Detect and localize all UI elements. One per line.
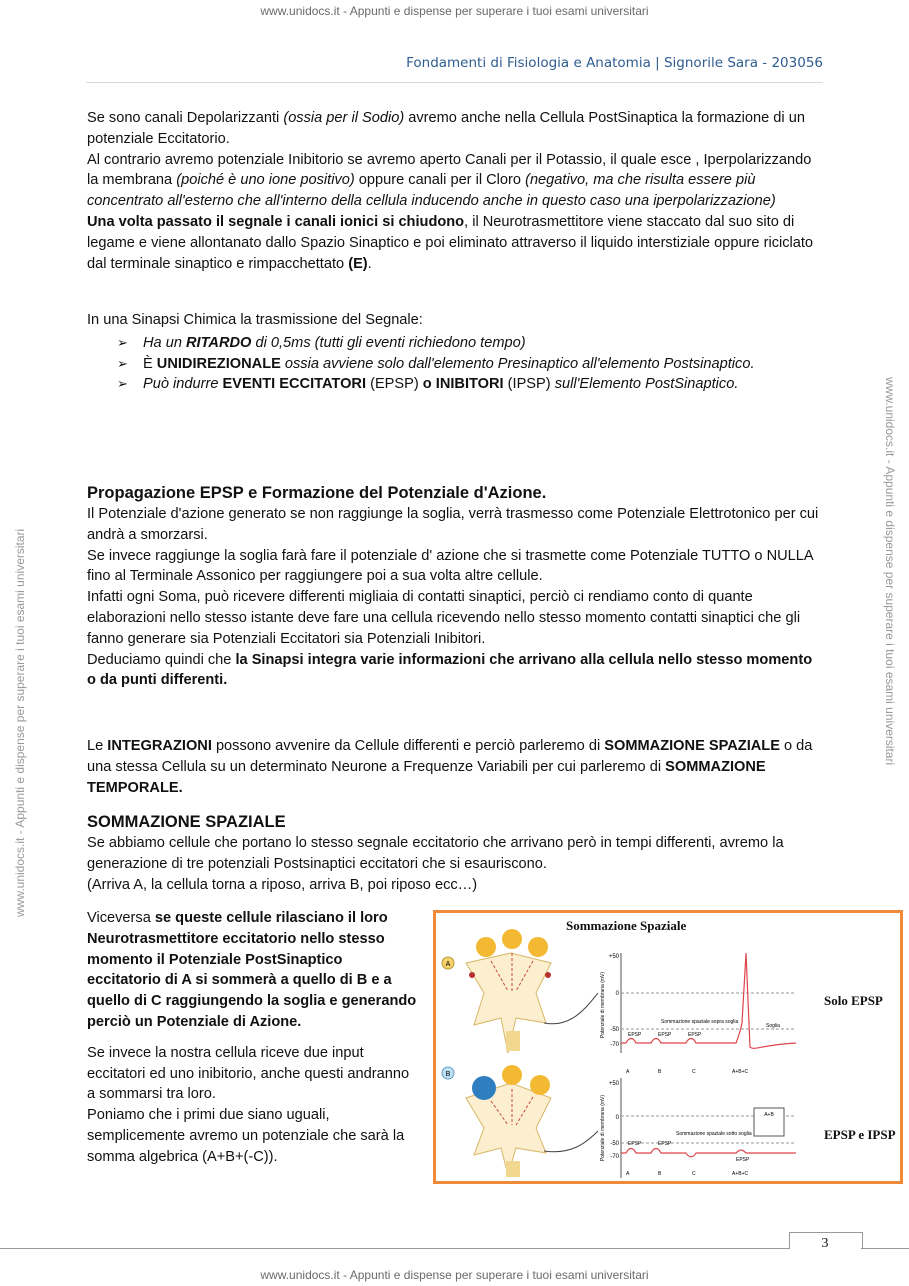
pointer-line (544, 993, 598, 1024)
text-span: o INIBITORI (422, 376, 504, 393)
header-divider (86, 82, 823, 83)
axon-hillock (506, 1161, 520, 1177)
graph-bottom (600, 1078, 796, 1178)
text-span: È (143, 355, 157, 372)
text-span: avremo anche nella Cellula PostSinaptica la formazione di un potenziale Eccitatorio. (87, 110, 805, 147)
heading-spatial: SOMMAZIONE SPAZIALE (87, 813, 286, 831)
section-integrations (87, 736, 822, 798)
tick-label: +50 (608, 1081, 619, 1087)
epsp-label: EPSP (628, 1141, 642, 1147)
page-header: Fondamenti di Fisiologia e Anatomia | Signorile Sara - 203056 (406, 55, 823, 71)
event-label: A (626, 1171, 630, 1177)
transmission-list (87, 333, 822, 395)
section-transmission (87, 310, 822, 395)
ipsp-label: EPSP (736, 1157, 750, 1163)
transmission-intro: In una Sinapsi Chimica la trasmissione del Segnale: (87, 312, 423, 328)
terminal-b2 (502, 1065, 522, 1085)
text-span: Può indurre (143, 376, 223, 393)
epsp-label: EPSP (688, 1032, 702, 1038)
paragraph: Se invece raggiunge la soglia farà fare il potenziale d' azione che si trasmette come Potenziale TUTTO o NULLA fino al Terminale Assonico per raggiungere poi a sua volta altre cellule. (87, 547, 813, 585)
event-label: A+B+C (732, 1069, 749, 1075)
text-span: (E) (348, 255, 368, 272)
vesicle (469, 972, 475, 978)
tick-label: 0 (615, 991, 619, 997)
vesicle (545, 972, 551, 978)
text-span: (EPSP) (366, 376, 423, 393)
tick-label: -50 (610, 1141, 619, 1147)
inhibitory-terminal (472, 1076, 496, 1100)
watermark-bottom: www.unidocs.it - Appunti e dispense per superare i tuoi esami universitari (260, 1268, 649, 1282)
sum-below-label: Sommazione spaziale sotto soglia (676, 1131, 752, 1137)
figure-label-top: Solo EPSP (824, 993, 883, 1008)
paragraph (87, 650, 822, 692)
text-span: possono avvenire da Cellule differenti e perciò parleremo di (211, 738, 605, 754)
watermark-top: www.unidocs.it - Appunti e dispense per superare i tuoi esami universitari (260, 4, 649, 18)
paragraph: Se invece la nostra cellula riceve due input eccitatori ed uno inibitorio, anche questi andranno a sommarsi tra loro. (87, 1044, 410, 1103)
event-label: C (692, 1069, 696, 1075)
paragraph: Poniamo che i primi due siano uguali, semplicemente avremo un potenziale che sarà la somma algebrica (A+B+(-C)). (87, 1107, 405, 1165)
neuron-diagram-a (442, 929, 598, 1053)
tick-label: -70 (610, 1042, 619, 1048)
event-label: C (692, 1171, 696, 1177)
trace-top (621, 953, 796, 1048)
graph-top (600, 953, 796, 1075)
text-span: Viceversa (87, 910, 155, 926)
text-span: (ossia per il Sodio) (283, 110, 405, 126)
text-span: RITARDO (186, 334, 252, 351)
tick-label: +50 (608, 954, 619, 960)
terminal-b (502, 929, 522, 949)
epsp-label: EPSP (628, 1032, 642, 1038)
text-span: la Sinapsi integra varie informazioni che arrivano alla cellula nello stesso momento o da punti differenti. (87, 651, 813, 689)
column-text (87, 908, 417, 1168)
paragraph: Se abbiamo cellule che portano lo stesso segnale eccitatorio che arrivano però in tempi differenti, avremo la generazione di tre potenziali Postsinaptici eccitatori che si esauriscono. (87, 835, 784, 872)
paragraph: Infatti ogni Soma, può ricevere differenti migliaia di contatti sinaptici, perciò ci rendiamo conto di quante elaborazioni nello stesso istante deve fare una cellula ricevendo nello stesso momento contatti sinaptici che gli fanno generare sia Potenziali Eccitatori sia Potenziali Inibitori. (87, 589, 801, 647)
text-span: ossia avviene solo dall'elemento Presinaptico all'elemento Postsinaptico. (280, 355, 755, 372)
inset-label: A+B (764, 1112, 774, 1118)
list-item (117, 354, 822, 375)
figure-spatial-summation (433, 910, 903, 1184)
tick-label: 0 (615, 1115, 619, 1121)
text-span: INTEGRAZIONI (107, 738, 212, 754)
text-span: Le (87, 738, 108, 754)
tick-label: -70 (610, 1154, 619, 1160)
paragraph: (Arriva A, la cellula torna a riposo, arriva B, poi riposo ecc…) (87, 876, 478, 893)
text-span: oppure canali per il Cloro (354, 172, 526, 189)
watermark-right: www.unidocs.it - Appunti e dispense per superare i tuoi esami universitari (883, 377, 897, 766)
text-span: Deduciamo quindi che (87, 651, 236, 668)
event-label: A+B+C (732, 1171, 749, 1177)
terminal-c2 (530, 1075, 550, 1095)
watermark-left: www.unidocs.it - Appunti e dispense per superare i tuoi esami universitari (13, 528, 27, 917)
section-spatial (87, 811, 822, 895)
text-span: sull'Elemento PostSinaptico. (554, 376, 739, 393)
text-span: SOMMAZIONE TEMPORALE. (87, 758, 766, 796)
text-span: . (367, 255, 372, 272)
paragraph-closing (87, 212, 822, 274)
list-item (117, 374, 822, 395)
text-span: SOMMAZIONE SPAZIALE (604, 738, 780, 754)
event-label: B (658, 1069, 662, 1075)
panel-letter-a: A (445, 961, 451, 968)
paragraph-inhibitory (87, 150, 822, 212)
y-axis-label: Potenziale di membrana (mV) (600, 971, 606, 1039)
page-number: 3 (821, 1236, 829, 1251)
text-span: Una volta passato il segnale i canali ionici si chiudono (87, 213, 465, 230)
paragraph-depolarizing (87, 108, 822, 150)
paragraph (87, 736, 822, 798)
event-label: B (658, 1171, 662, 1177)
sum-above-label: Sommazione spaziale sopra soglia (661, 1019, 739, 1025)
figure-drawing (436, 913, 900, 1181)
section-propagation (87, 482, 822, 691)
terminal-c (528, 937, 548, 957)
axon-hillock (506, 1031, 520, 1051)
epsp-label: EPSP (658, 1032, 672, 1038)
paragraph: Il Potenziale d'azione generato se non raggiunge la soglia, verrà trasmesso come Potenziale Elettrotonico per cui andrà a smorzarsi. (87, 506, 819, 543)
text-span: Al contrario avremo potenziale Inibitorio se avremo aperto Canali per il Potassio, il quale esce , Iperpolarizzando la membrana (87, 151, 812, 189)
figure-title: Sommazione Spaziale (566, 918, 687, 933)
text-span: UNIDIREZIONALE (156, 355, 281, 372)
threshold-label: Soglia (766, 1023, 780, 1029)
list-item (117, 333, 822, 354)
footer-divider (861, 1248, 909, 1249)
terminal-a (476, 937, 496, 957)
text-span: di 0,5ms (tutti gli eventi richiedono tempo) (251, 334, 526, 351)
y-axis-label: Potenziale di membrana (mV) (600, 1094, 606, 1162)
text-span: , il Neurotrasmettitore viene staccato dal suo sito di legame e viene allontanato dallo Spazio Sinaptico e poi eliminato attraverso il liquido interstiziale oppure riciclato dal terminale sinaptico e rimpacchettato (87, 213, 814, 272)
panel-letter-b: B (445, 1071, 451, 1078)
tick-label: -50 (610, 1027, 619, 1033)
text-span: (negativo, ma che risulta essere più concentrato all'esterno che all'interno della cellula inducendo anche in questo caso una iperpolarizzazione) (87, 172, 776, 210)
heading-propagation: Propagazione EPSP e Formazione del Potenziale d'Azione. (87, 484, 547, 502)
trace-bottom (621, 1149, 796, 1157)
text-span: se queste cellule rilasciano il loro Neurotrasmettitore eccitatorio nello stesso momento il Potenziale PostSinaptico eccitatorio di A si sommerà a quello di B e a quello di C raggiungendo la soglia e generando perciò un Potenziale di Azione. (87, 910, 417, 1030)
figure-label-bottom: EPSP e IPSP (824, 1127, 896, 1142)
paragraph (87, 908, 417, 1033)
text-span: (IPSP) (503, 376, 555, 393)
neuron-diagram-b (442, 1065, 598, 1177)
text-span: Se sono canali Depolarizzanti (87, 110, 284, 126)
pointer-line (544, 1131, 598, 1152)
section-channels (87, 108, 822, 274)
text-span: (poiché è uno ione positivo) (176, 172, 355, 189)
event-label: A (626, 1069, 630, 1075)
footer-divider (0, 1248, 790, 1249)
epsp-label: EPSP (658, 1141, 672, 1147)
text-span: Ha un (143, 334, 186, 351)
text-span: o da una stessa Cellula su un determinato Neurone a Frequenze Variabili per cui parleremo di (87, 738, 813, 775)
text-span: EVENTI ECCITATORI (222, 376, 367, 393)
